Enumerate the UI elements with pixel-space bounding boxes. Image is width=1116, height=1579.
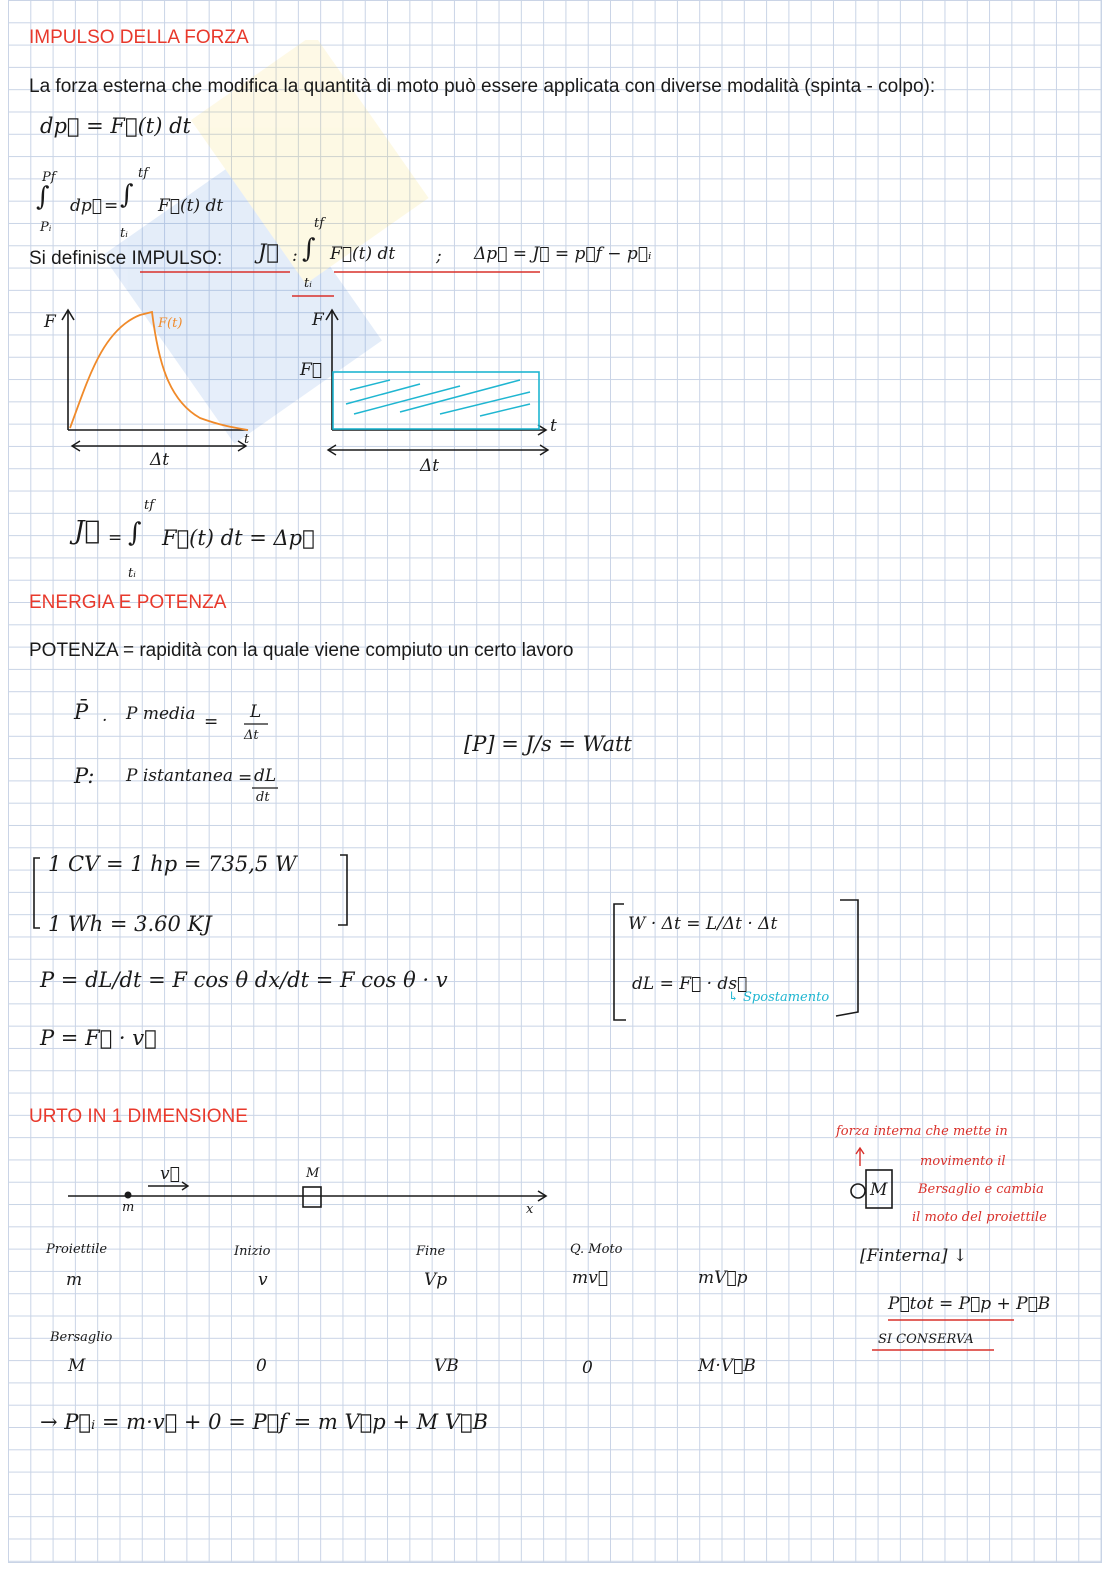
diagram-mass-big: M [306, 1166, 320, 1181]
colon-equals-icon: : [292, 246, 298, 266]
wh-kj-line: 1 Wh = 3.60 KJ [48, 912, 212, 936]
integral-sign-icon: ∫ [302, 234, 316, 264]
p-media-denominator: Δt [244, 728, 259, 743]
note-line: forza interna che mette in [836, 1124, 1008, 1139]
note-projectile-circle [851, 1184, 865, 1198]
dot-separator-icon: . [102, 706, 108, 726]
p-ist-mid: P istantanea [126, 766, 234, 786]
note-line: il moto del proiettile [912, 1210, 1047, 1225]
impulse-delta-equation: Δp⃗ = J⃗ = p⃗f − p⃗ᵢ [474, 244, 652, 264]
bracket-right [338, 855, 347, 925]
p-ist-numerator: dL [254, 766, 277, 786]
impulse-def-integrand: F⃗(t) dt [330, 244, 396, 264]
target-block [303, 1187, 321, 1207]
equals-sign-icon: = [108, 528, 123, 548]
si-conserva-label: SI CONSERVA [878, 1332, 974, 1347]
graph2-level-label: F⃗ [300, 360, 322, 380]
integral-sign-icon: ∫ [36, 182, 50, 212]
cv-hp-line: 1 CV = 1 hp = 735,5 W [48, 852, 297, 876]
semicolon-icon: ; [436, 246, 442, 266]
graph2-interval-label: Δt [420, 456, 440, 476]
bracket-left [34, 858, 40, 928]
projectile-dot [125, 1192, 132, 1199]
p-ist-denominator: dt [256, 790, 270, 805]
impulse-eq-lhs: J⃗ [74, 516, 101, 546]
define-impulso-label: Si definisce IMPULSO: [29, 248, 223, 269]
note-line: movimento il [920, 1154, 1006, 1169]
impulse-eq-lower-limit: tᵢ [128, 566, 136, 581]
diagram-axis-label: x [526, 1202, 534, 1217]
section-title-energia: ENERGIA E POTENZA [29, 592, 227, 613]
eq2-lhs-upper-limit: Pf [42, 170, 56, 185]
p-ist-lhs: P: [74, 764, 95, 788]
note-block-label: M [870, 1180, 888, 1200]
area-hatching [346, 380, 530, 416]
p-media-mid: P media [126, 704, 196, 724]
diagram-velocity-label: v⃗ [160, 1164, 180, 1184]
p-media-lhs: P̄ [74, 700, 89, 724]
impulse-eq-rhs: F⃗(t) dt = Δp⃗ [162, 526, 315, 550]
graph1-interval-label: Δt [150, 450, 170, 470]
potenza-definition: POTENZA = rapidità con la quale viene compiuto un certo lavoro [29, 640, 574, 661]
section-title-urto: URTO IN 1 DIMENSIONE [29, 1106, 248, 1127]
impulse-eq-upper-limit: tf [144, 498, 155, 513]
impulse-symbol: J⃗ [258, 240, 280, 264]
eq2-rhs-upper-limit: tf [138, 166, 149, 181]
table-cell: 0 [256, 1356, 267, 1376]
eq2-rhs: F⃗(t) dt [158, 196, 224, 216]
box-line-1: W · Δt = L/Δt · Δt [628, 914, 778, 934]
equals-sign-icon: = [104, 196, 119, 216]
table-header-fine: Fine [416, 1244, 446, 1259]
graph2-axis-x-label: t [550, 416, 557, 436]
p-media-numerator: L [250, 702, 262, 722]
eq2-lhs: dp⃗ [70, 196, 102, 216]
table-cell: Vp [424, 1270, 448, 1290]
table-cell: mv⃗ [572, 1268, 608, 1288]
impulso-intro-text: La forza esterna che modifica la quantità di moto può essere applicata con diverse modalità (spinta - colpo): [29, 76, 936, 97]
equals-sign-icon: = [204, 712, 219, 732]
power-dot-product: P = F⃗ · v⃗ [40, 1026, 157, 1050]
table-cell: m [66, 1270, 83, 1290]
table-cell: mV⃗p [698, 1268, 748, 1288]
impulse-area-box [333, 372, 539, 429]
equals-sign-icon: = [238, 768, 253, 788]
box-line-2: dL = F⃗ · ds⃗ [632, 974, 748, 994]
graph1-axis-y-label: F [44, 312, 56, 332]
spostamento-note: ↳ Spostamento [728, 990, 830, 1005]
table-header-inizio: Inizio [234, 1244, 271, 1259]
integral-sign-icon: ∫ [128, 518, 142, 548]
section-title-impulso: IMPULSO DELLA FORZA [29, 27, 249, 48]
diagram-mass-small: m [122, 1200, 135, 1215]
eq-dp-equals-f-dt: dp⃗ = F⃗(t) dt [40, 114, 191, 138]
note-line: Bersaglio e cambia [918, 1182, 1044, 1197]
table-row-label-bersaglio: Bersaglio [50, 1330, 113, 1345]
graph2-axis-y-label: F [312, 310, 324, 330]
table-cell: M·V⃗B [698, 1356, 756, 1376]
integral-sign-icon: ∫ [120, 180, 134, 210]
eq2-rhs-lower-limit: tᵢ [120, 226, 128, 241]
power-derivation: P = dL/dt = F cos θ dx/dt = F cos θ · v [40, 968, 448, 992]
table-header-proiettile: Proiettile [46, 1242, 108, 1257]
table-cell: 0 [582, 1358, 593, 1378]
table-cell: M [68, 1356, 86, 1376]
graph1-curve-label: F(t) [158, 316, 183, 331]
box-bracket-right [836, 900, 858, 1016]
table-header-qmoto: Q. Moto [570, 1242, 623, 1257]
f-interna-label: [Finterna] ↓ [860, 1246, 968, 1266]
eq2-lhs-lower-limit: Pᵢ [40, 220, 52, 235]
momentum-conservation-equation: → P⃗ᵢ = m·v⃗ + 0 = P⃗f = m V⃗p + M V⃗B [40, 1410, 489, 1434]
table-cell: VB [434, 1356, 459, 1376]
impulse-def-upper-limit: tf [314, 216, 325, 231]
unit-watt-equation: [P] = J/s = Watt [464, 732, 632, 756]
box-bracket-left [614, 904, 626, 1020]
impulse-def-lower-limit: tᵢ [304, 276, 312, 291]
p-tot-equation: P⃗tot = P⃗p + P⃗B [888, 1294, 1051, 1314]
graph1-axis-x-label: t [244, 432, 250, 447]
table-cell: v [258, 1270, 268, 1290]
